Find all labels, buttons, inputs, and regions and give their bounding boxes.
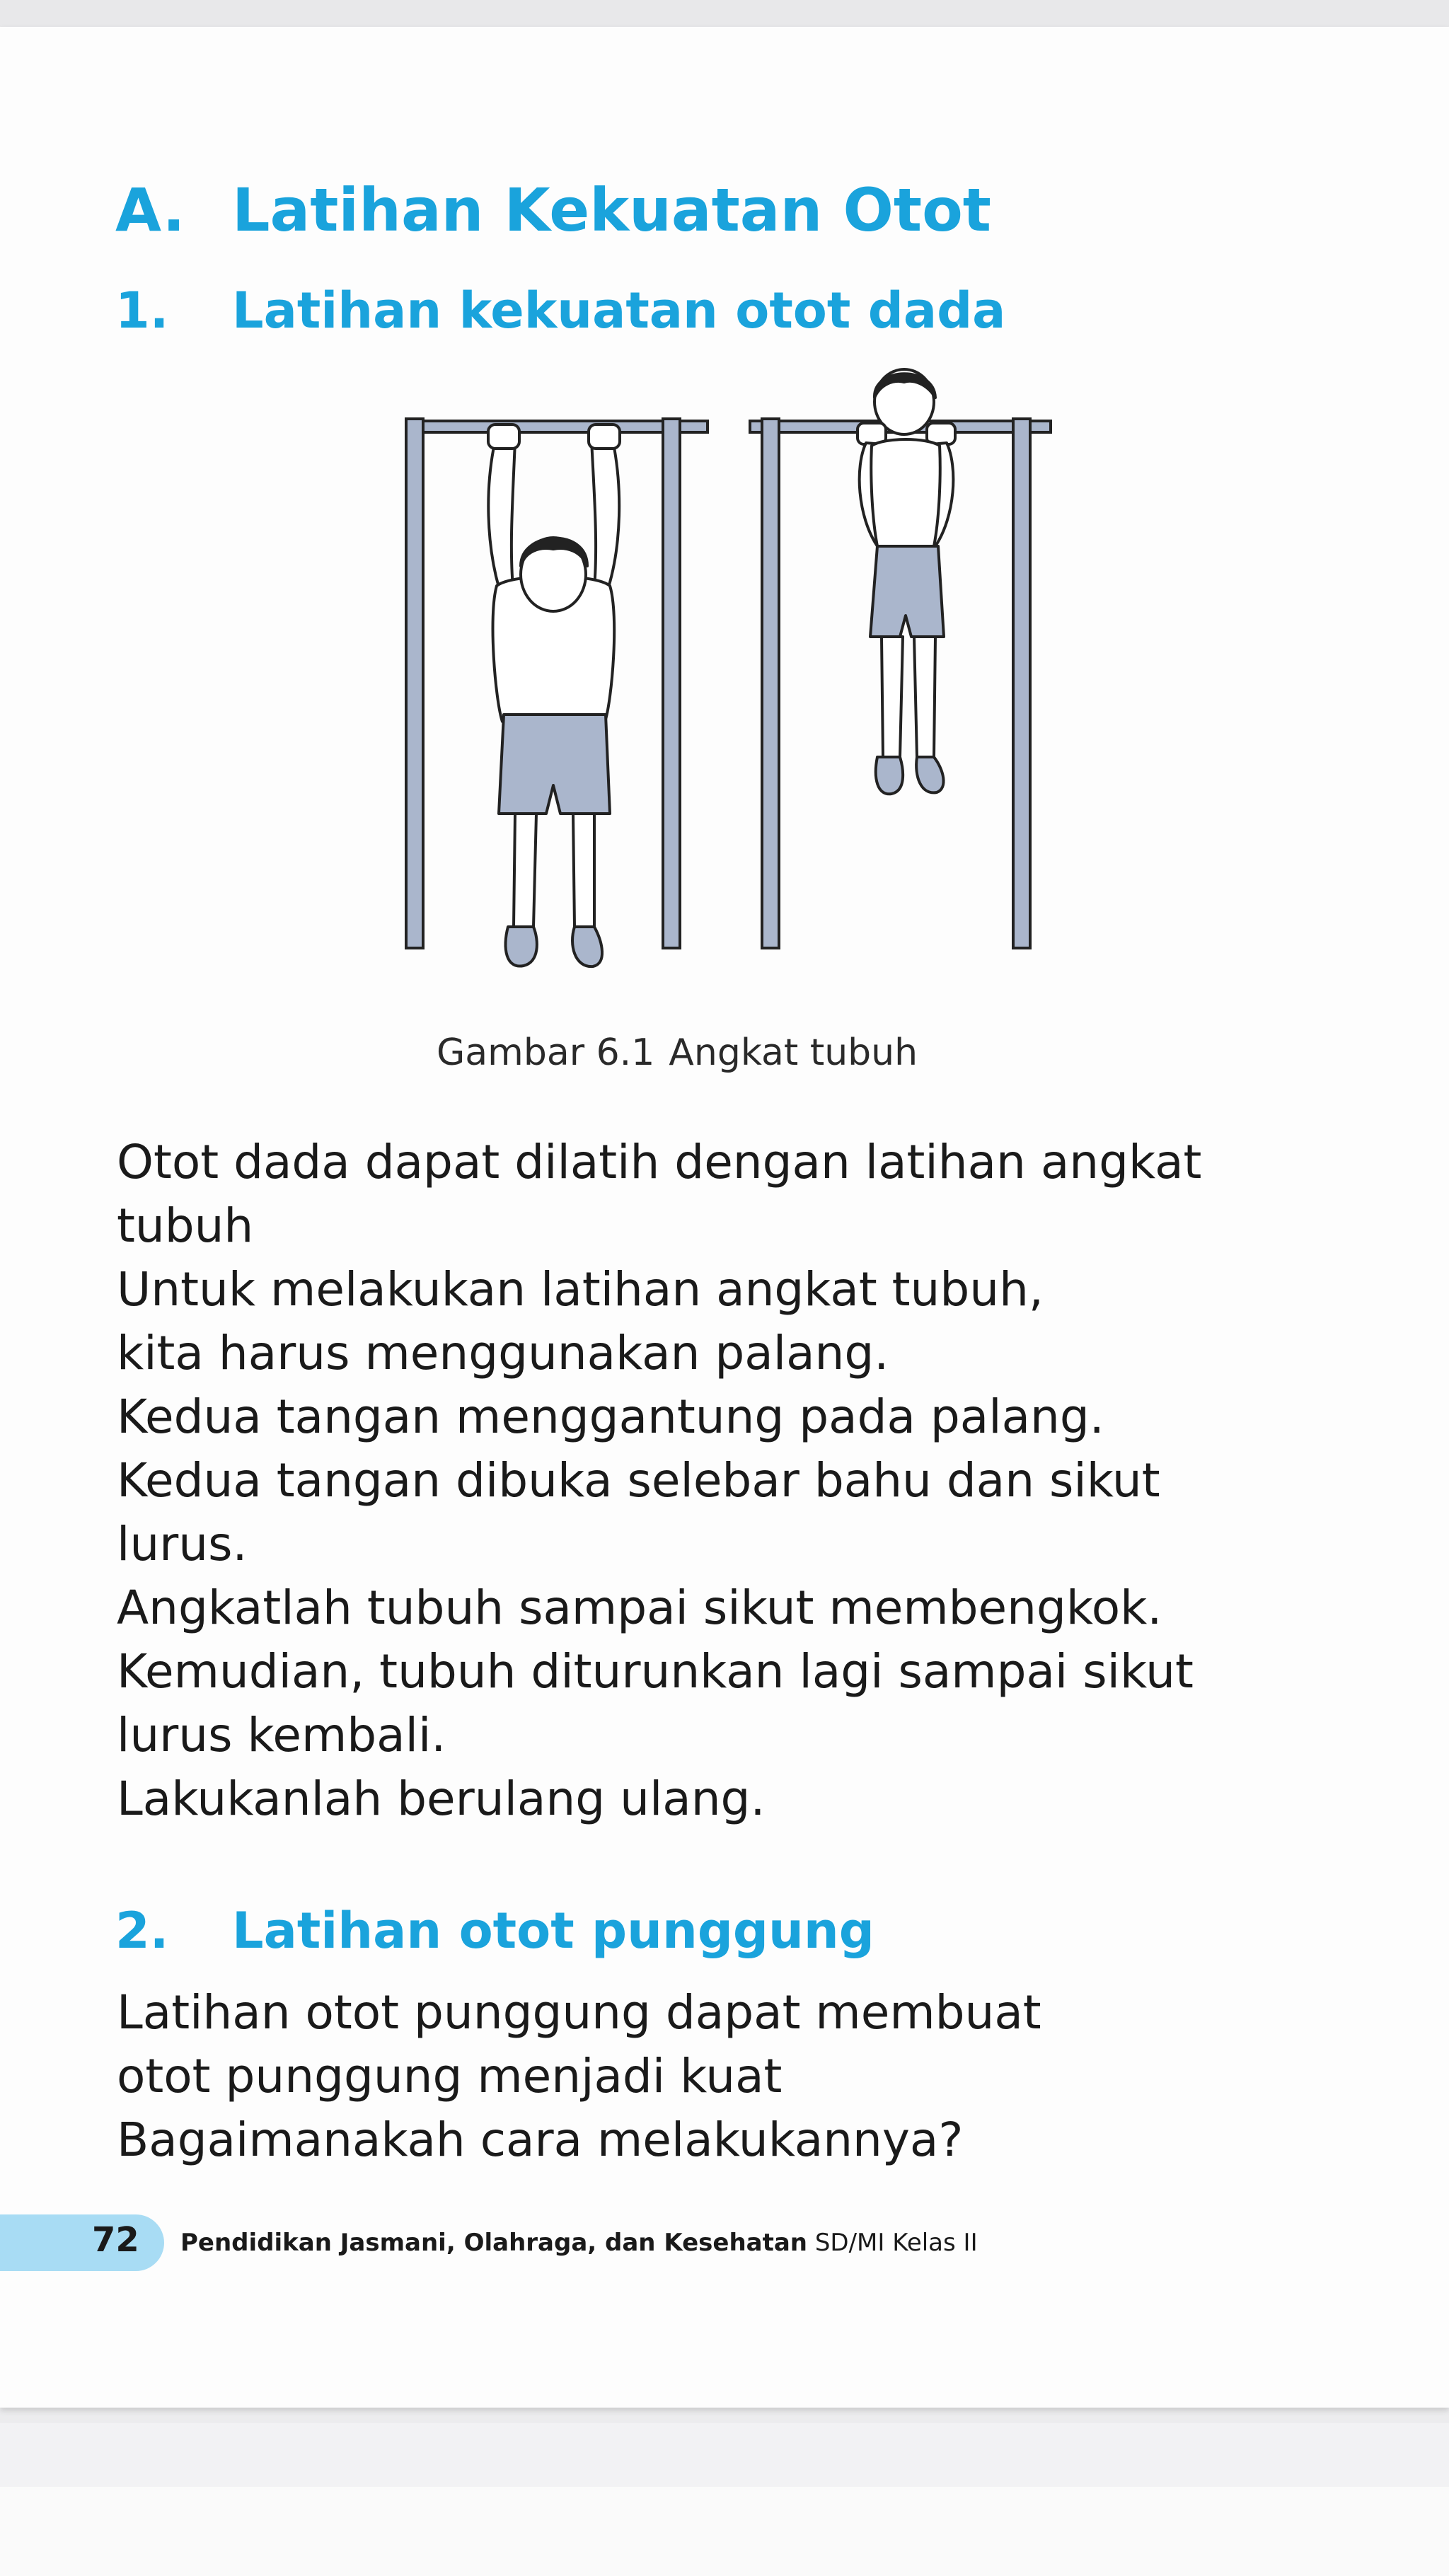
subsection-title: Latihan kekuatan otot dada bbox=[232, 282, 1006, 340]
text-line: Untuk melakukan latihan angkat tubuh, bbox=[117, 1262, 1044, 1317]
text-line: tubuh bbox=[117, 1199, 254, 1253]
pull-up-illustration bbox=[382, 361, 1061, 1022]
text-line: Angkatlah tubuh sampai sikut membengkok. bbox=[117, 1581, 1162, 1635]
page-number-tab bbox=[0, 2214, 164, 2271]
subsection-heading-1 bbox=[115, 282, 1005, 340]
hanging-boy bbox=[488, 424, 620, 966]
bottom-strip bbox=[0, 2487, 1449, 2576]
book-title-bold: Pendidikan Jasmani, Olahraga, dan Kesehatan bbox=[180, 2229, 808, 2257]
text-line: Otot dada dapat dilatih dengan latihan angkat bbox=[117, 1135, 1202, 1189]
figure-caption-text: Angkat tubuh bbox=[669, 1032, 918, 1074]
book-title-grade: SD/MI Kelas II bbox=[814, 2229, 978, 2257]
subsection-heading-2 bbox=[115, 1902, 874, 1960]
text-line: Kedua tangan dibuka selebar bahu dan sikut bbox=[117, 1453, 1160, 1508]
paragraph-chest-exercise bbox=[117, 1131, 1201, 1831]
section-title: Latihan Kekuatan Otot bbox=[232, 175, 991, 245]
figure-caption bbox=[437, 1032, 918, 1074]
bottom-band bbox=[0, 2423, 1449, 2487]
subsection-number: 2. bbox=[115, 1902, 169, 1960]
text-line: otot punggung menjadi kuat bbox=[117, 2049, 783, 2103]
text-line: Kemudian, tubuh diturunkan lagi sampai sikut bbox=[117, 1644, 1194, 1699]
left-post-1 bbox=[406, 419, 423, 948]
subsection-number: 1. bbox=[115, 282, 169, 340]
subsection-title: Latihan otot punggung bbox=[232, 1902, 874, 1960]
paragraph-back-exercise bbox=[117, 1981, 1041, 2172]
book-title bbox=[180, 2229, 978, 2257]
text-line: kita harus menggunakan palang. bbox=[117, 1326, 889, 1380]
right-post-2 bbox=[1013, 419, 1030, 948]
pull-up-illustration-svg bbox=[382, 361, 1061, 1022]
text-line: Lakukanlah berulang ulang. bbox=[117, 1772, 766, 1826]
text-line: Latihan otot punggung dapat membuat bbox=[117, 1985, 1041, 2040]
figure-label: Gambar 6.1 bbox=[437, 1032, 655, 1074]
text-line: Bagaimanakah cara melakukannya? bbox=[117, 2113, 964, 2167]
text-line: lurus. bbox=[117, 1517, 248, 1571]
page-footer bbox=[0, 2214, 1061, 2271]
top-strip bbox=[0, 0, 1449, 27]
text-line: Kedua tangan menggantung pada palang. bbox=[117, 1390, 1104, 1444]
chin-up-boy bbox=[858, 369, 955, 794]
left-post-2 bbox=[663, 419, 680, 948]
right-post-1 bbox=[762, 419, 779, 948]
page-number: 72 bbox=[92, 2220, 139, 2260]
section-heading-a bbox=[115, 175, 991, 245]
text-line: lurus kembali. bbox=[117, 1708, 446, 1762]
section-number: A. bbox=[115, 175, 185, 245]
